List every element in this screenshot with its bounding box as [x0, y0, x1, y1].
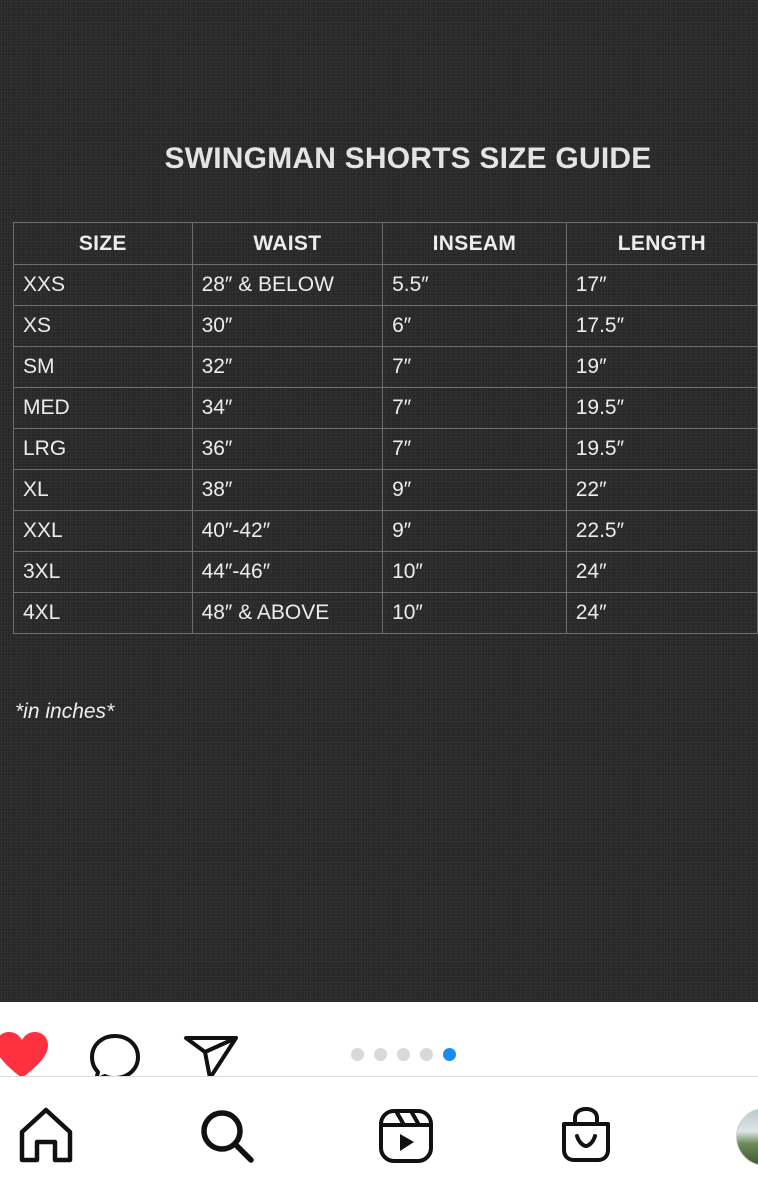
- table-row: [14, 306, 758, 347]
- size-guide-title: SWINGMAN SHORTS SIZE GUIDE: [164, 142, 652, 175]
- column-header-inseam: INSEAM: [383, 223, 567, 265]
- carousel-indicator: [351, 1048, 456, 1061]
- waist-cell: 40″-42″: [192, 511, 383, 552]
- nav-shop[interactable]: [558, 1106, 614, 1169]
- nav-home[interactable]: [17, 1106, 75, 1169]
- inseam-cell: 9″: [383, 511, 567, 552]
- table-row: [14, 511, 758, 552]
- inseam-cell: 7″: [383, 429, 567, 470]
- carousel-dot: [420, 1048, 433, 1061]
- size-cell: XXL: [14, 511, 193, 552]
- column-header-size: SIZE: [14, 223, 193, 265]
- inseam-cell: 9″: [383, 470, 567, 511]
- comment-icon: [88, 1032, 142, 1080]
- waist-cell: 38″: [192, 470, 383, 511]
- table-header-row: [14, 223, 758, 265]
- size-cell: XXS: [14, 265, 193, 306]
- length-cell: 17.5″: [566, 306, 757, 347]
- column-header-length: LENGTH: [566, 223, 757, 265]
- table-row: [14, 347, 758, 388]
- table-row: [14, 388, 758, 429]
- length-cell: 24″: [566, 593, 757, 634]
- units-note: *in inches*: [15, 700, 115, 723]
- home-icon: [17, 1106, 75, 1164]
- size-cell: 3XL: [14, 552, 193, 593]
- inseam-cell: 10″: [383, 593, 567, 634]
- waist-cell: 44″-46″: [192, 552, 383, 593]
- inseam-cell: 5.5″: [383, 265, 567, 306]
- reels-icon: [378, 1108, 434, 1164]
- heart-filled-icon: [0, 1030, 50, 1080]
- nav-reels[interactable]: [378, 1108, 434, 1169]
- length-cell: 24″: [566, 552, 757, 593]
- table-row: [14, 265, 758, 306]
- inseam-cell: 7″: [383, 347, 567, 388]
- waist-cell: 48″ & ABOVE: [192, 593, 383, 634]
- share-icon: [183, 1034, 239, 1078]
- inseam-cell: 6″: [383, 306, 567, 347]
- length-cell: 17″: [566, 265, 757, 306]
- table-row: [14, 429, 758, 470]
- length-cell: 22.5″: [566, 511, 757, 552]
- carousel-dot: [397, 1048, 410, 1061]
- length-cell: 19.5″: [566, 429, 757, 470]
- table-row: [14, 552, 758, 593]
- waist-cell: 36″: [192, 429, 383, 470]
- nav-search[interactable]: [198, 1107, 256, 1170]
- size-cell: LRG: [14, 429, 193, 470]
- length-cell: 22″: [566, 470, 757, 511]
- carousel-dot-active: [443, 1048, 456, 1061]
- waist-cell: 32″: [192, 347, 383, 388]
- size-cell: 4XL: [14, 593, 193, 634]
- column-header-waist: WAIST: [192, 223, 383, 265]
- size-cell: SM: [14, 347, 193, 388]
- shop-icon: [558, 1106, 614, 1164]
- size-table: [13, 222, 758, 634]
- search-icon: [198, 1107, 256, 1165]
- waist-cell: 30″: [192, 306, 383, 347]
- carousel-dot: [351, 1048, 364, 1061]
- size-cell: MED: [14, 388, 193, 429]
- waist-cell: 34″: [192, 388, 383, 429]
- length-cell: 19″: [566, 347, 757, 388]
- size-cell: XS: [14, 306, 193, 347]
- size-cell: XL: [14, 470, 193, 511]
- table-row: [14, 593, 758, 634]
- length-cell: 19.5″: [566, 388, 757, 429]
- inseam-cell: 10″: [383, 552, 567, 593]
- inseam-cell: 7″: [383, 388, 567, 429]
- carousel-dot: [374, 1048, 387, 1061]
- table-row: [14, 470, 758, 511]
- waist-cell: 28″ & BELOW: [192, 265, 383, 306]
